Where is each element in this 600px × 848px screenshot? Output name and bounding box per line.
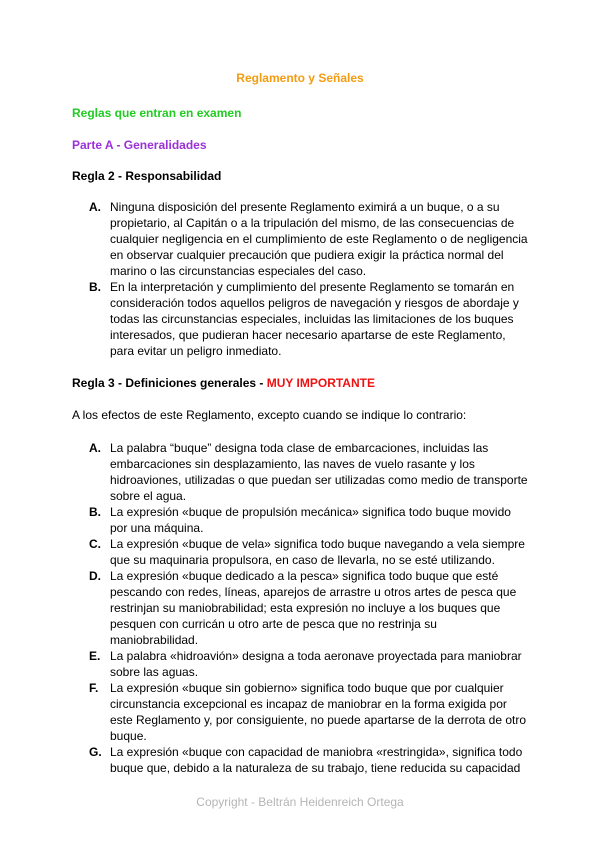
list-item xyxy=(72,744,528,776)
rule-2-number: Regla 2 xyxy=(72,169,115,183)
rule-2-list xyxy=(72,199,528,359)
item-letter: G. xyxy=(89,745,102,759)
rule-3-separator: - xyxy=(114,376,126,390)
item-letter: B. xyxy=(89,280,101,294)
important-label: MUY IMPORTANTE xyxy=(266,376,375,390)
item-text: La expresión «buque dedicado a la pesca» significa todo buque que esté pescando con redes, líneas, aparejos de arrastre u otros artes de pesca que restrinjan su maniobrabilidad; esta expresión no incluye a los buques que pesquen con curricán u otro arte de pesca que no restrinja su maniobrabilidad. xyxy=(110,569,517,647)
item-letter: A. xyxy=(89,441,101,455)
item-letter: A. xyxy=(89,200,101,214)
item-text: La expresión «buque con capacidad de maniobra «restringida», significa todo buque que, debido a la naturaleza de su trabajo, tiene reducida su capacidad xyxy=(110,745,523,775)
item-text: La palabra «hidroavión» designa a toda aeronave proyectada para maniobrar sobre las aguas. xyxy=(110,649,522,679)
list-item xyxy=(72,648,528,680)
rule-2-separator: - xyxy=(114,169,126,183)
item-text: La palabra “buque” designa toda clase de embarcaciones, incluidas las embarcaciones sin desplazamiento, las naves de vuelo rasante y los hidroaviones, utilizadas o que puedan ser utilizadas como medio de transporte sobre el agua. xyxy=(110,441,528,503)
list-item xyxy=(72,680,528,744)
list-item xyxy=(72,440,528,504)
item-letter: F. xyxy=(89,681,99,695)
copyright-footer: Copyright - Beltrán Heidenreich Ortega xyxy=(196,795,404,809)
rule-2-name: Responsabilidad xyxy=(125,169,222,183)
rule-3-name: Definiciones generales xyxy=(125,376,257,390)
rule-3-number: Regla 3 xyxy=(72,376,115,390)
document-title: Reglamento y Señales xyxy=(236,71,364,85)
item-text: La expresión «buque sin gobierno» significa todo buque que por cualquier circunstancia excepcional es incapaz de maniobrar en la forma exigida por este Reglamento y, por consiguiente, no puede apartarse de la derrota de otro buque. xyxy=(110,681,527,743)
rule-3-heading xyxy=(72,376,375,390)
item-letter: C. xyxy=(89,537,101,551)
item-text: Ninguna disposición del presente Reglamento eximirá a un buque, o a su propietario, al Capitán o a la tripulación del mismo, de las consecuencias de cualquier negligencia en el cumplimiento de este Reglamento o de negligencia en observar cualquier precaución que pudiera exigir la práctica normal del marino o las circunstancias especiales del caso. xyxy=(110,200,528,278)
list-item xyxy=(72,536,528,568)
item-text: La expresión «buque de vela» significa todo buque navegando a vela siempre que su maquinaria propulsora, en caso de llevarla, no se esté utilizando. xyxy=(110,537,525,567)
list-item xyxy=(72,199,528,279)
rule-3-list xyxy=(72,440,528,776)
list-item xyxy=(72,279,528,359)
item-letter: D. xyxy=(89,569,101,583)
rule-3-intro: A los efectos de este Reglamento, excepto cuando se indique lo contrario: xyxy=(72,408,467,422)
rule-2-heading xyxy=(72,169,221,183)
item-text: En la interpretación y cumplimiento del presente Reglamento se tomarán en consideración todos aquellos peligros de navegación y riesgos de abordaje y todas las circunstancias especiales, incluidas las limitaciones de los buques interesados, que pudieran hacer necesario apartarse de este Reglamento, para evitar un peligro inmediato. xyxy=(110,280,519,358)
rule-3-separator-2: - xyxy=(256,376,267,390)
item-letter: B. xyxy=(89,505,101,519)
list-item xyxy=(72,504,528,536)
list-item xyxy=(72,568,528,648)
part-a-heading: Parte A - Generalidades xyxy=(72,138,207,152)
exam-rules-heading: Reglas que entran en examen xyxy=(72,106,242,120)
item-text: La expresión «buque de propulsión mecánica» significa todo buque movido por una máquina. xyxy=(110,505,511,535)
item-letter: E. xyxy=(89,649,101,663)
